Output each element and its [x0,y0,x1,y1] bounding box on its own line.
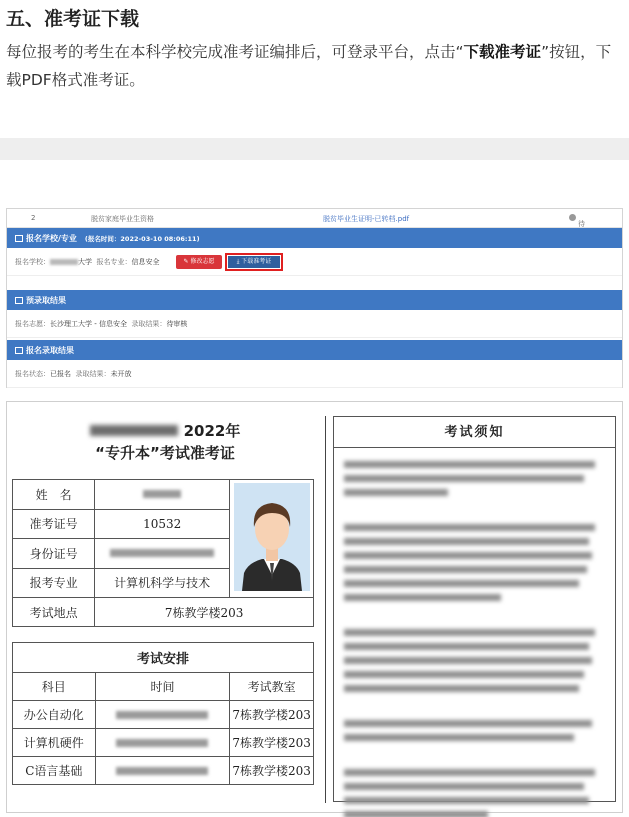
table-row [13,701,314,729]
ticket-title [7,420,323,441]
id-label: 身份证号 [13,539,95,569]
final-result-label: 录取结果： [75,370,111,378]
major-value: 计算机科学与技术 [95,568,230,598]
time-redacted [116,767,208,775]
state-label: 报名状态： [15,370,50,378]
table-row [13,729,314,757]
pre-result-value: 待审核 [166,320,188,328]
intro-text-1: 每位报考的考生在本科学校完成准考证编排后，可登录平台，点击“ [6,43,464,61]
ticket-no-value: 10532 [95,509,230,539]
row-status: 待 [578,220,585,228]
major-label: 报名专业： [96,258,132,266]
admission-ticket [6,401,623,813]
file-link[interactable]: 脱贫毕业生证明-已转档.pdf [323,215,410,223]
id-redacted [110,549,214,557]
final-row [7,360,622,388]
room-cell: 7栋教学楼203 [230,757,314,785]
apply-time: (报名时间：2022-03-10 08:06:11) [84,235,200,243]
school-name-redacted [90,425,178,436]
room-cell: 7栋教学楼203 [230,701,314,729]
pre-header: 预录取结果 [26,296,66,305]
choice-label: 报名志愿： [15,320,50,328]
notice-title: 考试须知 [334,417,615,448]
intro-bold-text: 下载准考证 [463,43,542,61]
col-subject: 科目 [13,673,96,701]
intro-paragraph [6,38,622,94]
apply-row [7,248,622,276]
download-ticket-button[interactable] [228,256,280,268]
col-room: 考试教室 [230,673,314,701]
ticket-subtitle: “专升本”考试准考证 [95,444,235,462]
major-label: 报考专业 [13,568,95,598]
apply-header: 报名学校/专业 [26,234,77,243]
subject-cell: 计算机硬件 [13,729,96,757]
pre-header-bar [7,290,622,310]
section-title: 五、准考证下载 [6,8,140,30]
row-index: 2 [31,214,36,222]
pending-icon [569,214,576,221]
col-time: 时间 [95,673,230,701]
state-value: 已报名 [50,370,71,378]
choice-value: 长沙理工大学 - 信息安全 [50,320,127,328]
intro-text-2: ”按钮，下载PDF格式准考证。 [6,43,612,89]
row-item: 脱贫家庭毕业生资格 [91,215,154,223]
exam-schedule-table [12,642,314,785]
table-row [13,757,314,785]
room-cell: 7栋教学楼203 [230,729,314,757]
school-label: 报名学校： [15,258,50,266]
download-highlight [225,253,283,271]
modify-label: 修改志愿 [190,258,215,265]
name-label: 姓 名 [13,480,95,510]
final-header: 报名录取结果 [26,346,74,355]
location-value: 7栋教学楼203 [95,598,314,627]
divider-line [325,416,326,803]
final-header-bar [7,340,622,360]
location-label: 考试地点 [13,598,95,627]
download-icon: ⤓ [236,258,240,265]
school-redacted [50,259,78,265]
final-result-value: 未开放 [110,370,132,378]
portal-screenshot [6,208,623,388]
school-icon [15,235,23,242]
schedule-title: 考试安排 [13,643,314,673]
subject-cell: 办公自动化 [13,701,96,729]
separator-band [0,138,629,160]
document-row [7,209,622,228]
notice-body-redacted [334,448,615,817]
photo-cell [230,480,314,598]
document-icon [15,347,23,354]
modify-choice-button[interactable]: ✎ 修改志愿 [176,255,222,269]
download-label: 下载准考证 [241,258,272,265]
candidate-photo [234,483,310,591]
time-redacted [116,711,208,719]
document-icon [15,297,23,304]
pre-result-label: 录取结果： [131,320,167,328]
school-suffix: 大学 [78,258,92,266]
subject-cell: C语言基础 [13,757,96,785]
candidate-info-table [12,479,314,627]
major-value: 信息安全 [131,258,160,266]
apply-header-bar [7,228,622,248]
ticket-year: 2022年 [183,422,241,440]
name-redacted [143,490,181,498]
exam-notice-box [333,416,616,802]
time-redacted [116,739,208,747]
ticket-no-label: 准考证号 [13,509,95,539]
pre-row [7,310,622,338]
